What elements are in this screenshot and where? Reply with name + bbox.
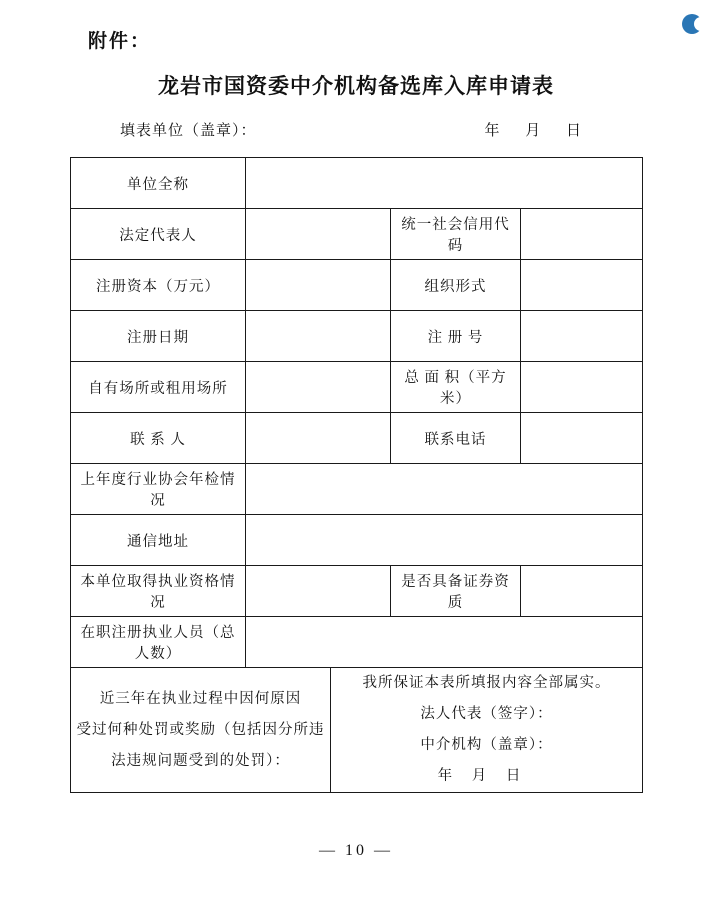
cell-credit-code-value[interactable] <box>521 209 643 260</box>
declaration-line-1: 我所保证本表所填报内容全部属实。 <box>362 675 611 691</box>
table-row <box>71 668 643 793</box>
cell-penalty-question <box>71 668 331 793</box>
cell-registered-capital-value[interactable] <box>246 260 391 311</box>
page-title: 龙岩市国资委中介机构备选库入库申请表 <box>158 74 554 98</box>
cell-total-area-label: 总 面 积（平方米） <box>391 362 521 413</box>
cell-credit-code-label: 统一社会信用代码 <box>391 209 521 260</box>
cell-org-form-label: 组织形式 <box>391 260 521 311</box>
cell-declaration <box>331 668 643 793</box>
declaration-legal-rep-signature[interactable]: 法人代表（签字）： <box>420 706 553 722</box>
cell-contact-phone-value[interactable] <box>521 413 643 464</box>
cell-legal-rep-value[interactable] <box>246 209 391 260</box>
cell-contact-person-label: 联 系 人 <box>71 413 246 464</box>
cell-contact-person-value[interactable] <box>246 413 391 464</box>
attachment-label: 附件： <box>88 31 152 52</box>
date-day-label: 日 <box>565 123 582 139</box>
cell-premises-label: 自有场所或租用场所 <box>71 362 246 413</box>
cell-annual-inspection-value[interactable] <box>246 464 643 515</box>
table-row <box>71 617 643 668</box>
cell-org-form-value[interactable] <box>521 260 643 311</box>
table-row <box>71 362 643 413</box>
cell-practice-qualification-label: 本单位取得执业资格情况 <box>71 566 246 617</box>
cell-mailing-address-value[interactable] <box>246 515 643 566</box>
date-year-label: 年 <box>484 123 501 139</box>
cell-registration-date-label: 注册日期 <box>71 311 246 362</box>
cell-practice-qualification-value[interactable] <box>246 566 391 617</box>
cell-annual-inspection-label: 上年度行业协会年检情况 <box>71 464 246 515</box>
penalty-question-line-2: 受过何种处罚或奖励（包括因分所违 <box>76 721 325 738</box>
cell-unit-full-name-label: 单位全称 <box>71 158 246 209</box>
cell-total-area-value[interactable] <box>521 362 643 413</box>
table-row <box>71 464 643 515</box>
table-row <box>71 566 643 617</box>
cell-contact-phone-label: 联系电话 <box>391 413 521 464</box>
cell-securities-qualification-label: 是否具备证券资质 <box>391 566 521 617</box>
declaration-date-year: 年 <box>437 768 454 784</box>
cell-mailing-address-label: 通信地址 <box>71 515 246 566</box>
cell-registered-capital-label: 注册资本（万元） <box>71 260 246 311</box>
declaration-date-day: 日 <box>505 768 522 784</box>
table-row <box>71 209 643 260</box>
cell-premises-value[interactable] <box>246 362 391 413</box>
table-row <box>71 158 643 209</box>
application-form-table <box>70 157 643 793</box>
cell-registered-staff-label: 在职注册执业人员（总人数） <box>71 617 246 668</box>
cell-registration-number-value[interactable] <box>521 311 643 362</box>
cell-registered-staff-value[interactable] <box>246 617 643 668</box>
penalty-question-line-3: 法违规问题受到的处罚）： <box>111 752 290 769</box>
page-number: — 10 — <box>319 842 393 859</box>
table-row <box>71 311 643 362</box>
cell-legal-rep-label: 法定代表人 <box>71 209 246 260</box>
form-meta-row <box>120 119 600 140</box>
filler-unit-label: 填表单位（盖章）： <box>120 123 257 139</box>
declaration-date-line <box>335 761 638 792</box>
cell-securities-qualification-value[interactable] <box>521 566 643 617</box>
table-row <box>71 260 643 311</box>
date-month-label: 月 <box>525 123 542 139</box>
table-row <box>71 515 643 566</box>
cell-unit-full-name-value[interactable] <box>246 158 643 209</box>
cell-registration-number-label: 注 册 号 <box>391 311 521 362</box>
penalty-question-line-1: 近三年在执业过程中因何原因 <box>99 690 302 707</box>
form-date-line <box>474 119 600 140</box>
declaration-date-month: 月 <box>471 768 488 784</box>
cell-registration-date-value[interactable] <box>246 311 391 362</box>
declaration-agency-seal[interactable]: 中介机构（盖章）： <box>420 737 553 753</box>
table-row <box>71 413 643 464</box>
page-corner-badge-icon <box>682 14 702 34</box>
